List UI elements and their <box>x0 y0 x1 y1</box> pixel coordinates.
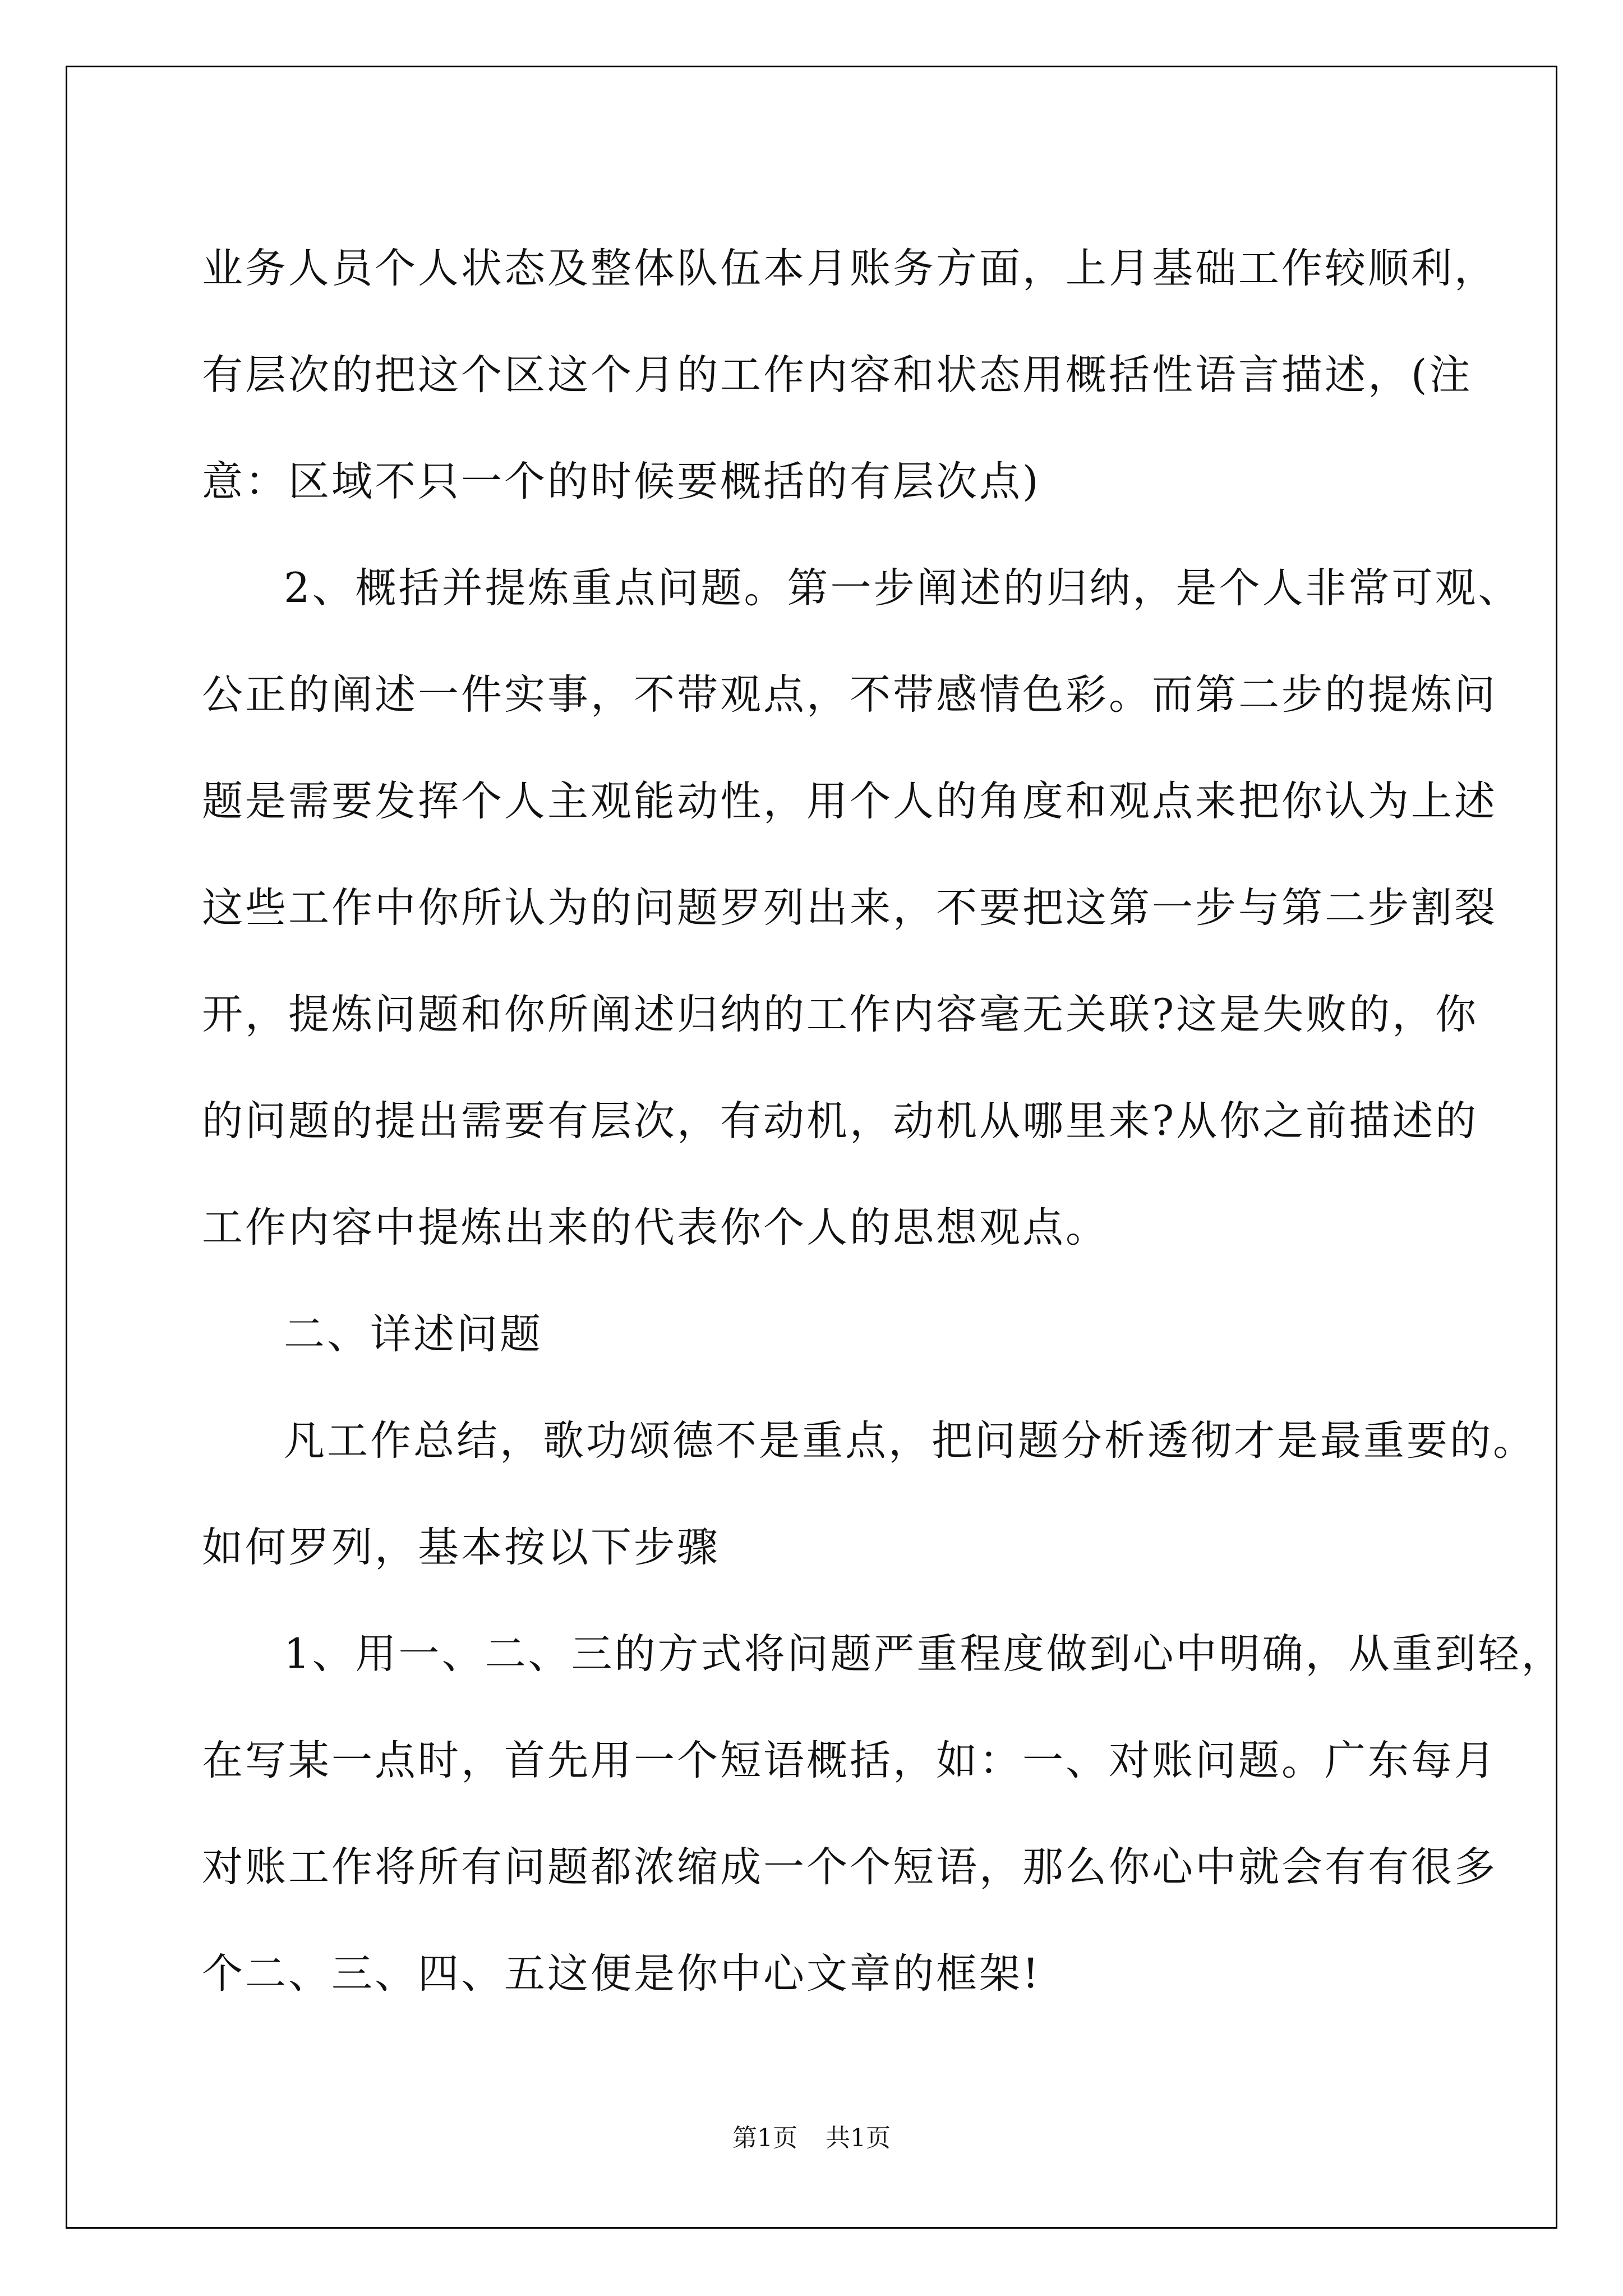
text-line: 开，提炼问题和你所阐述归纳的工作内容毫无关联?这是失败的，你 <box>202 991 1479 1038</box>
text-line: 题是需要发挥个人主观能动性，用个人的角度和观点来把你认为上述 <box>202 777 1497 825</box>
page-number: 第1页 <box>732 2124 797 2152</box>
document-body <box>202 215 1565 2027</box>
text-line: 如何罗列，基本按以下步骤 <box>202 1524 720 1571</box>
text-line: 工作内容中提炼出来的代表你个人的思想观点。 <box>202 1204 1109 1251</box>
text-line: 有层次的把这个区这个月的工作内容和状态用概括性语言描述，(注 <box>202 351 1473 399</box>
paragraph-first-line: 2、概括并提炼重点问题。第一步阐述的归纳，是个人非常可观、 <box>284 564 1521 612</box>
text-line: 在写某一点时，首先用一个短语概括，如：一、对账问题。广东每月 <box>202 1737 1497 1784</box>
text-line: 意：区域不只一个的时候要概括的有层次点) <box>202 458 1041 505</box>
page-footer <box>0 2118 1623 2154</box>
text-line: 公正的阐述一件实事，不带观点，不带感情色彩。而第二步的提炼问 <box>202 671 1497 719</box>
page-total: 共1页 <box>826 2124 891 2152</box>
text-line: 业务人员个人状态及整体队伍本月账务方面，上月基础工作较顺利， <box>202 245 1497 292</box>
paragraph-first-line: 凡工作总结，歌功颂德不是重点，把问题分析透彻才是最重要的。 <box>284 1417 1536 1465</box>
text-line: 个二、三、四、五这便是你中心文章的框架! <box>202 1950 1041 1998</box>
text-line: 的问题的提出需要有层次，有动机，动机从哪里来?从你之前描述的 <box>202 1097 1479 1145</box>
paragraph-first-line: 1、用一、二、三的方式将问题严重程度做到心中明确，从重到轻， <box>284 1630 1565 1678</box>
text-line: 这些工作中你所认为的问题罗列出来，不要把这第一步与第二步割裂 <box>202 884 1497 932</box>
text-line: 对账工作将所有问题都浓缩成一个个短语，那么你心中就会有有很多 <box>202 1843 1497 1891</box>
section-heading: 二、详述问题 <box>284 1310 543 1358</box>
